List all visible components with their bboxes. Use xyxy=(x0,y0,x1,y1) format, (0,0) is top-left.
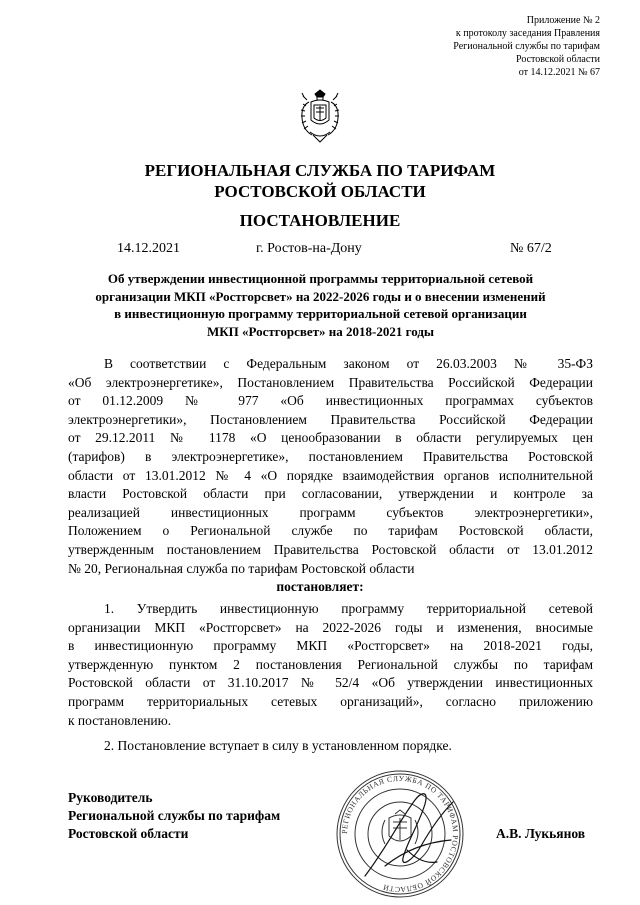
item-line: 1. Утвердить инвестиционную программу территориальной сетевой xyxy=(104,601,593,616)
subject-line: МКП «Ростгорсвет» на 2018-2021 годы xyxy=(206,323,435,339)
seal-text: РЕГИОНАЛЬНАЯ СЛУЖБА ПО ТАРИФАМ РОСТОВСКОЙ ОБЛАСТИ xyxy=(339,773,461,895)
preamble-line: реализацией инвестиционных программ субъектов электроэнергетики», xyxy=(68,504,593,520)
preamble-line: утвержденным постановлением Правительства Ростовской области от 13.01.2012 xyxy=(68,541,593,557)
resolution-item-1 xyxy=(68,600,593,730)
document-subject xyxy=(68,270,573,340)
preamble-line: (тарифов) в электроэнергетике», постановлением Правительства Ростовской xyxy=(68,448,593,464)
subject-line: в инвестиционную программу территориальной сетевой организации xyxy=(114,306,527,321)
appendix-line: Региональной службы по тарифам xyxy=(453,41,600,52)
preamble-line: Положением о Региональной службе по тарифам Ростовской области, xyxy=(68,523,593,539)
item-line: утвержденную пунктом 2 постановления Региональной службы по тарифам xyxy=(68,656,593,672)
item-line: 2. Постановление вступает в силу в установленном порядке. xyxy=(104,738,452,753)
preamble-line: электроэнергетики», Постановлением Правительства Российской Федерации xyxy=(68,411,593,427)
item-line: Ростовской области от 31.10.2017 № 52/4 «Об утверждении инвестиционных xyxy=(68,675,593,691)
signatory-name: А.В. Лукьянов xyxy=(496,826,586,841)
document-place: г. Ростов-на-Дону xyxy=(256,241,362,256)
agency-title xyxy=(0,160,640,202)
subject-line: организации МКП «Ростгорсвет» на 2022-2026 годы и о внесении изменений xyxy=(95,288,546,304)
appendix-line: Ростовской области xyxy=(516,54,600,65)
appendix-line: от 14.12.2021 № 67 xyxy=(518,67,600,78)
agency-title-line: РОСТОВСКОЙ ОБЛАСТИ xyxy=(214,182,426,201)
document-number: № 67/2 xyxy=(510,241,552,256)
document-date: 14.12.2021 xyxy=(117,241,180,256)
preamble-line: от 29.12.2011 № 1178 «О ценообразовании в области регулируемых цен xyxy=(68,430,593,446)
resolution-item-2 xyxy=(68,737,593,756)
signatory-title-line: Региональной службы по тарифам xyxy=(68,808,281,823)
appendix-line: Приложение № 2 xyxy=(526,15,600,26)
preamble-line: от 01.12.2009 № 977 «Об инвестиционных программах субъектов xyxy=(68,393,593,409)
item-line: организации МКП «Ростгорсвет» на 2022-2026 годы и изменения, вносимые xyxy=(68,619,593,635)
signatory-title xyxy=(68,789,280,843)
preamble-paragraph xyxy=(68,355,593,578)
handwritten-signature-icon xyxy=(355,780,475,890)
document-meta xyxy=(0,240,640,258)
preamble-line: области от 13.01.2012 № 4 «О порядке взаимодействия органов исполнительной xyxy=(68,467,593,483)
item-line: программ территориальных сетевых организаций», согласно приложению xyxy=(68,693,593,709)
appendix-line: к протоколу заседания Правления xyxy=(455,28,600,39)
appendix-note xyxy=(380,14,600,79)
item-line: к постановлению. xyxy=(68,712,172,728)
resolves-heading: постановляет: xyxy=(276,579,364,594)
agency-title-line: РЕГИОНАЛЬНАЯ СЛУЖБА ПО ТАРИФАМ xyxy=(144,161,496,180)
coat-of-arms-icon xyxy=(297,88,343,144)
item-line: в инвестиционную программу МКП «Ростгорсвет» на 2018-2021 годы, xyxy=(68,638,593,654)
preamble-line: В соответствии с Федеральным законом от 26.03.2003 № 35-ФЗ xyxy=(104,356,593,371)
signatory-title-line: Руководитель xyxy=(68,790,153,805)
subject-line: Об утверждении инвестиционной программы территориальной сетевой xyxy=(107,271,534,286)
preamble-line: № 20, Региональная служба по тарифам Ростовской области xyxy=(68,560,415,576)
preamble-line: власти Ростовской области при согласовании, утверждении и контроле за xyxy=(68,486,593,502)
preamble-line: «Об электроэнергетике», Постановлением Правительства Российской Федерации xyxy=(68,374,593,390)
document-type: ПОСТАНОВЛЕНИЕ xyxy=(239,211,401,230)
signatory-title-line: Ростовской области xyxy=(68,826,189,841)
